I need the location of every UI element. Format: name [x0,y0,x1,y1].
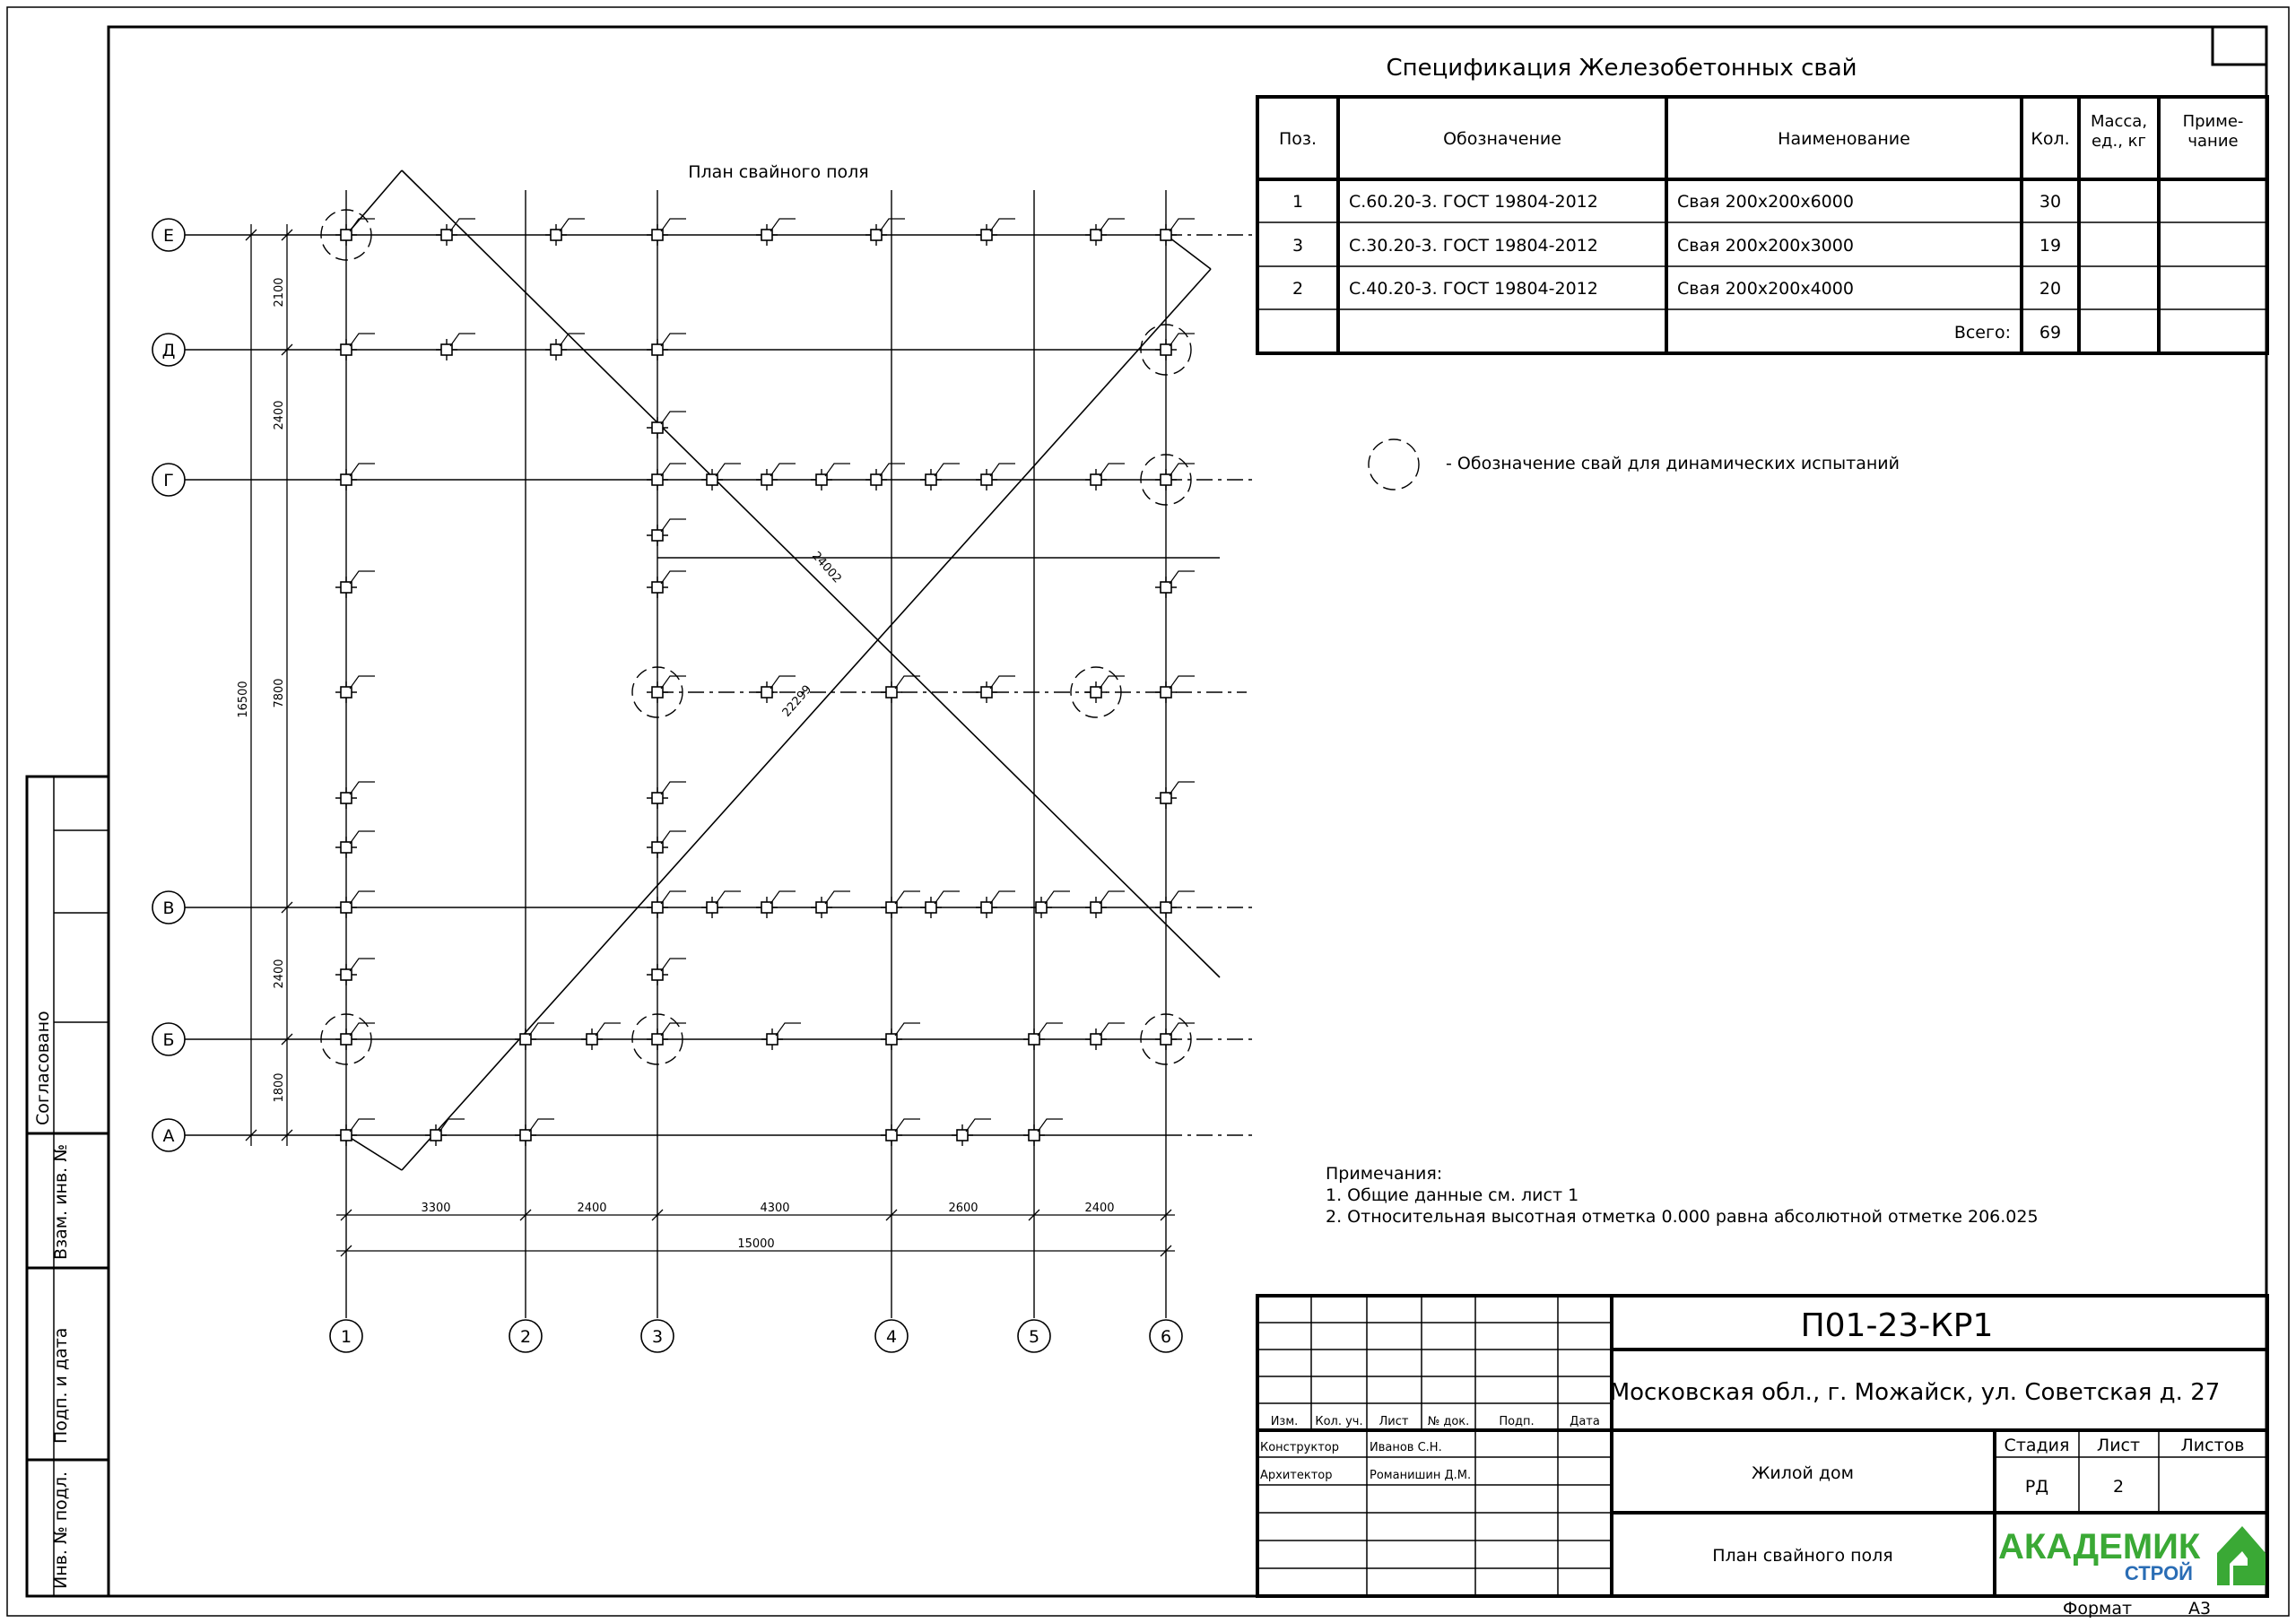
pile [436,334,475,360]
side-stamp [27,777,109,1596]
tb-stage-label: Стадия [2004,1436,2070,1455]
row-axis-D: Д [161,341,176,360]
notes-title: Примечания: [1326,1164,1443,1184]
row-axis-markers [152,219,185,1151]
tb-sheet: 2 [2112,1477,2125,1497]
col-axis-markers [330,1320,1182,1352]
pile [581,1023,621,1050]
tb-stage: РД [2024,1477,2049,1497]
pile [647,412,686,438]
note-item: 1. Общие данные см. лист 1 [1326,1185,1579,1205]
format-value: А3 [2188,1599,2212,1619]
pile [647,1023,686,1050]
tb-header-doc: № док. [1427,1415,1470,1428]
spec-row-code: С.30.20-3. ГОСТ 19804-2012 [1349,236,1598,256]
diagonals [346,170,1220,1170]
company-logo [1998,1526,2266,1585]
spec-row-name: Свая 200х200х3000 [1677,236,1854,256]
pile [335,959,375,985]
pile [1023,1023,1063,1050]
pile [335,1119,375,1146]
stamp-agreed: Согласовано [33,1011,53,1125]
pile [701,464,741,490]
spec-header-code: Обозначение [1443,129,1561,149]
tb-header-sign: Подп. [1499,1415,1535,1428]
tb-building: Жилой дом [1751,1463,1855,1483]
xdim-4: 2600 [948,1202,978,1215]
note-item: 2. Относительная высотная отметка 0.000 равна абсолютной отметке 206.025 [1326,1207,2039,1227]
pile [761,1023,801,1050]
pile [647,519,686,546]
spec-header-qty: Кол. [2031,129,2070,149]
pile [1085,676,1125,703]
pile [756,219,796,246]
xdim-5: 2400 [1084,1202,1115,1215]
pile [647,676,686,703]
ydim-4: 2400 [273,959,286,989]
pile [1085,464,1125,490]
tb-sheet-label: Лист [2096,1436,2141,1455]
xdim-2: 2400 [577,1202,607,1215]
pile [1155,782,1195,809]
ydim-2: 2400 [273,400,286,430]
spec-total-qty: 69 [2039,323,2062,343]
tb-address: Московская обл., г. Можайск, ул. Советская д. 27 [1609,1379,2221,1406]
pile [647,891,686,918]
pile [976,464,1015,490]
pile [335,571,375,598]
spec-total-label: Всего: [1953,323,2011,343]
pile [881,676,920,703]
pile [1155,1023,1195,1050]
plan-title: План свайного поля [688,162,869,182]
tb-sheet-title: План свайного поля [1712,1546,1893,1566]
pile [647,219,686,246]
xdim-1: 3300 [421,1202,451,1215]
stamp-replace-inv: Взам. инв. № [51,1143,71,1260]
pile [756,891,796,918]
dynamic-test-markers [321,210,1191,1064]
pile [1155,891,1195,918]
dynamic-test-legend-symbol [1369,439,1419,490]
col-axis-5: 5 [1028,1327,1040,1347]
pile [335,831,375,858]
tb-role: Конструктор [1260,1441,1339,1454]
pile [335,334,375,360]
pile [647,782,686,809]
spec-row-code: С.60.20-3. ГОСТ 19804-2012 [1349,192,1598,212]
pile [920,464,960,490]
row-axis-V: В [162,898,175,918]
pile [865,219,905,246]
pile [811,891,850,918]
pile [1155,676,1195,703]
pile [515,1119,554,1146]
pile [811,464,850,490]
pile [881,1119,920,1146]
spec-row-qty: 19 [2039,236,2062,256]
pile [756,464,796,490]
spec-row-code: С.40.20-3. ГОСТ 19804-2012 [1349,279,1598,299]
pile [1031,891,1070,918]
col-axis-6: 6 [1160,1327,1172,1347]
pile [515,1023,554,1050]
spec-row-pos: 3 [1292,236,1304,256]
col-axis-4: 4 [885,1327,898,1347]
pile [647,334,686,360]
pile [1155,464,1195,490]
pile [881,1023,920,1050]
spec-header-note: Приме- чание [2182,112,2244,151]
total-y-dim: 16500 [237,681,250,718]
pile [647,959,686,985]
pile [647,831,686,858]
pile [1155,571,1195,598]
spec-row-pos: 1 [1292,192,1304,212]
tb-header-kol: Кол. уч. [1315,1415,1363,1428]
diag-label-1: 22299 [779,682,815,720]
pile [976,219,1015,246]
col-axis-2: 2 [519,1327,532,1347]
ydim-3: 7800 [273,678,286,708]
total-x-dim: 15000 [737,1237,775,1251]
pile [545,219,585,246]
tb-sheets-label: Листов [2180,1436,2245,1455]
xdim-3: 4300 [760,1202,790,1215]
outer-frame [7,7,2289,1616]
row-axis-B: Б [162,1030,175,1050]
tb-header-list: Лист [1378,1415,1409,1428]
format-label: Формат [2063,1599,2133,1619]
pile [647,464,686,490]
logo-main-text: АКАДЕМИК [1998,1527,2201,1567]
pile [335,891,375,918]
ydim-1: 2100 [273,277,286,308]
ydim-5: 1800 [273,1072,286,1103]
notes [1326,1164,2039,1227]
pile [881,891,920,918]
pile [1023,1119,1063,1146]
tb-project-code: П01-23-КР1 [1800,1307,1994,1344]
spec-header-mass: Масса, ед., кг [2090,112,2148,151]
spec-row-qty: 30 [2039,192,2062,212]
specification-table [1257,55,2267,353]
legend-text: - Обозначение свай для динамических испытаний [1446,454,1900,473]
pile [1085,891,1125,918]
spec-row-name: Свая 200х200х6000 [1677,192,1854,212]
pile [335,782,375,809]
tb-person: Романишин Д.М. [1370,1469,1472,1482]
axis-grid [185,190,1256,1318]
row-axis-E: Е [162,226,175,246]
pile [335,676,375,703]
col-axis-1: 1 [340,1327,352,1347]
pile [335,219,375,246]
spec-title: Спецификация Железобетонных свай [1386,55,1857,82]
pile [976,676,1015,703]
pile [976,891,1015,918]
spec-row-qty: 20 [2039,279,2062,299]
pile [865,464,905,490]
legend [1369,439,1900,490]
spec-header-name: Наименование [1778,129,1910,149]
pile [1085,219,1125,246]
piles-layer [335,219,1195,1146]
pile [335,464,375,490]
title-block [1257,1296,2267,1596]
diag-label-2: 24002 [809,549,844,586]
pile [647,571,686,598]
pile [920,891,960,918]
spec-row-name: Свая 200х200х4000 [1677,279,1854,299]
tb-role: Архитектор [1260,1469,1333,1482]
corner-box [2213,27,2266,65]
tb-header-izm: Изм. [1270,1415,1299,1428]
pile [335,1023,375,1050]
spec-row-pos: 2 [1292,279,1304,299]
pile [1155,334,1195,360]
col-axis-3: 3 [651,1327,664,1347]
stamp-inv-original: Инв. № подл. [51,1471,71,1589]
house-icon [2217,1526,2266,1585]
drawing-frame [109,27,2266,1596]
tb-person: Иванов С.Н. [1370,1441,1442,1454]
row-axis-G: Г [163,471,174,490]
tb-header-date: Дата [1570,1415,1600,1428]
spec-header-pos: Поз. [1278,129,1318,149]
pile [701,891,741,918]
pile [545,334,585,360]
row-axis-A: А [162,1126,175,1146]
stamp-sign-date: Подп. и дата [51,1327,71,1444]
pile [1085,1023,1125,1050]
logo-sub-text: СТРОЙ [2124,1562,2193,1584]
pile [952,1119,991,1146]
